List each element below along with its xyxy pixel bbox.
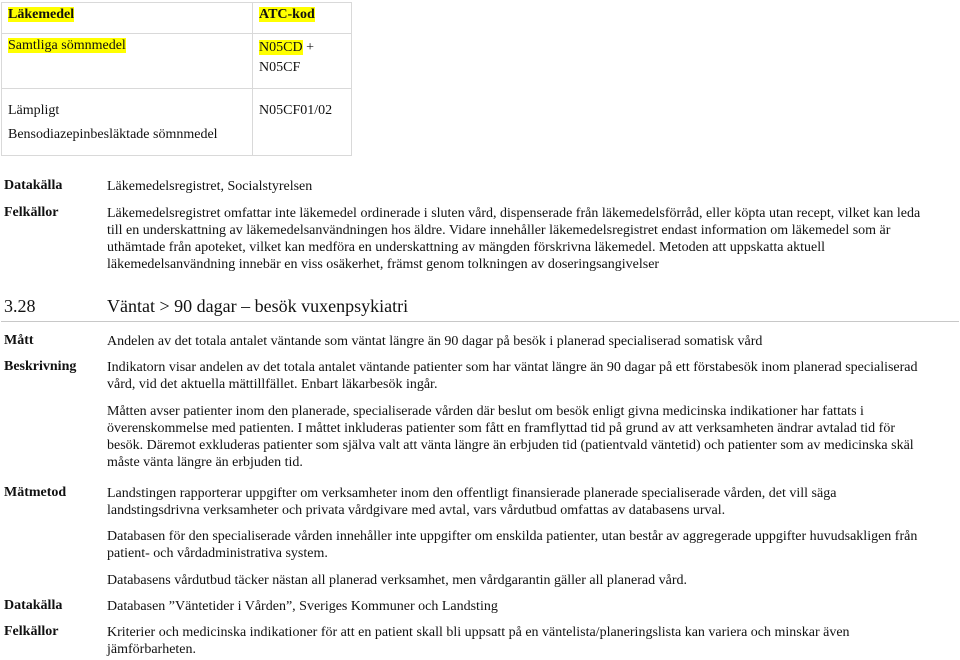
drug-name: Bensodiazepinbesläktade sömnmedel <box>8 127 218 142</box>
text-line: vård, vid det aktuella mättillfället. Enbart läkarbesök ingår. <box>107 377 438 392</box>
table-row <box>2 89 352 156</box>
drug-category: Lämpligt <box>8 103 60 118</box>
atc-code: N05CD <box>259 40 303 55</box>
text-line: landstingsdrivna verksamheter och privata vårdgivare med avtal, vars vårdutbud omfattas av databasens urval. <box>107 503 726 518</box>
beskrivning-para-2 <box>107 403 957 471</box>
header-cell-drug <box>2 3 253 34</box>
felkallor-text <box>107 205 957 273</box>
text-line: Måtten avser patienter inom den planerade, specialiserade vården där beslut om besök enligt givna medicinska indikationer har fattats i <box>107 404 864 419</box>
datakalla-text: Databasen ”Väntetider i Vården”, Sveriges Kommuner och Landsting <box>107 599 498 614</box>
cell-drug <box>2 34 253 89</box>
text-line: jämförbarheten. <box>107 642 197 657</box>
cell-atc <box>253 34 352 89</box>
text-line: Kriterier och medicinska indikationer för att en patient skall bli uppsatt på en väntelista/planeringslista kan variera och minskar även <box>107 625 850 640</box>
text-line: Läkemedelsregistret omfattar inte läkemedel ordinerade i sluten vård, dispenserade från läkemedelsförråd, eller köpta utan recept, vilket kan leda <box>107 206 921 221</box>
matt-text: Andelen av det totala antalet väntande som väntat längre än 90 dagar på besök i planerad specialiserad somatisk vård <box>107 334 763 349</box>
text-line: besök. Däremot exkluderas patienter som själva valt att vänta längre än erbjuden tid (patientvald väntetid) och patienter som av medicinska skäl <box>107 438 914 453</box>
datakalla-label: Datakälla <box>4 178 63 193</box>
text-line: till en underskattning av läkemedelsanvändningen hos äldre. Vidare innehåller läkemedelsregistret endast information om läkemedel som är <box>107 223 891 238</box>
section-title: Väntat > 90 dagar – besök vuxenpsykiatri <box>107 296 409 316</box>
atc-code: N05CF01/02 <box>259 103 333 118</box>
header-drug-label: Läkemedel <box>8 7 75 22</box>
header-atc-label: ATC-kod <box>259 7 315 22</box>
text-line: läkemedelsanvändning innebär en viss osäkerhet, främst genom tolkningen av doseringsangivelser <box>107 257 660 272</box>
atc-code-2: N05CF <box>259 60 301 75</box>
matmetod-label: Mätmetod <box>4 485 67 500</box>
beskrivning-label: Beskrivning <box>4 359 77 374</box>
atc-plus: + <box>306 40 314 55</box>
drug-name: Samtliga sömnmedel <box>8 38 126 53</box>
table-row <box>2 34 352 89</box>
text-line: uthämtade från apoteket, vilket kan medföra en underskattning av mängden förskrivna läkemedel. Metoden att uppskatta aktuell <box>107 240 826 255</box>
matmetod-para-1 <box>107 485 957 519</box>
felkallor-label: Felkällor <box>4 624 59 639</box>
section-number: 3.28 <box>4 296 36 316</box>
felkallor-label: Felkällor <box>4 205 59 220</box>
header-cell-atc <box>253 3 352 34</box>
beskrivning-para-1 <box>107 359 957 393</box>
datakalla-text: Läkemedelsregistret, Socialstyrelsen <box>107 179 313 194</box>
text-line: Indikatorn visar andelen av det totala antalet väntande patienter som har väntat längre än 90 dagar på ett förstabesök inom planerad specialiserad <box>107 360 918 375</box>
text-line: Landstingen rapporterar uppgifter om verksamheter inom den offentligt finansierade planerade specialiserade vården, det vill säga <box>107 486 837 501</box>
matmetod-para-2 <box>107 528 957 562</box>
section-divider <box>1 321 959 322</box>
matt-label: Mått <box>4 333 34 348</box>
cell-atc <box>253 89 352 156</box>
table-header-row <box>2 3 352 34</box>
text-line: Databasen för den specialiserade vården innehåller inte uppgifter om enskilda patienter, utan består av aggregerade uppgifter huvudsakligen från <box>107 529 918 544</box>
text-line: överenskommelse med patienten. I måttet inkluderas patienter som fått en framflyttad tid på grund av att verksamheten ändrar avtalad tid för <box>107 421 895 436</box>
felkallor-text <box>107 624 957 658</box>
cell-drug <box>2 89 253 156</box>
atc-code-table <box>1 2 352 156</box>
text-line: måste vänta längre än erbjuden tid. <box>107 455 303 470</box>
datakalla-label: Datakälla <box>4 598 63 613</box>
text-line: patient- och vårdadministrativa system. <box>107 546 328 561</box>
matmetod-para-3: Databasens vårdutbud täcker nästan all planerad verksamhet, men vårdgarantin gäller all planerad vård. <box>107 573 687 588</box>
